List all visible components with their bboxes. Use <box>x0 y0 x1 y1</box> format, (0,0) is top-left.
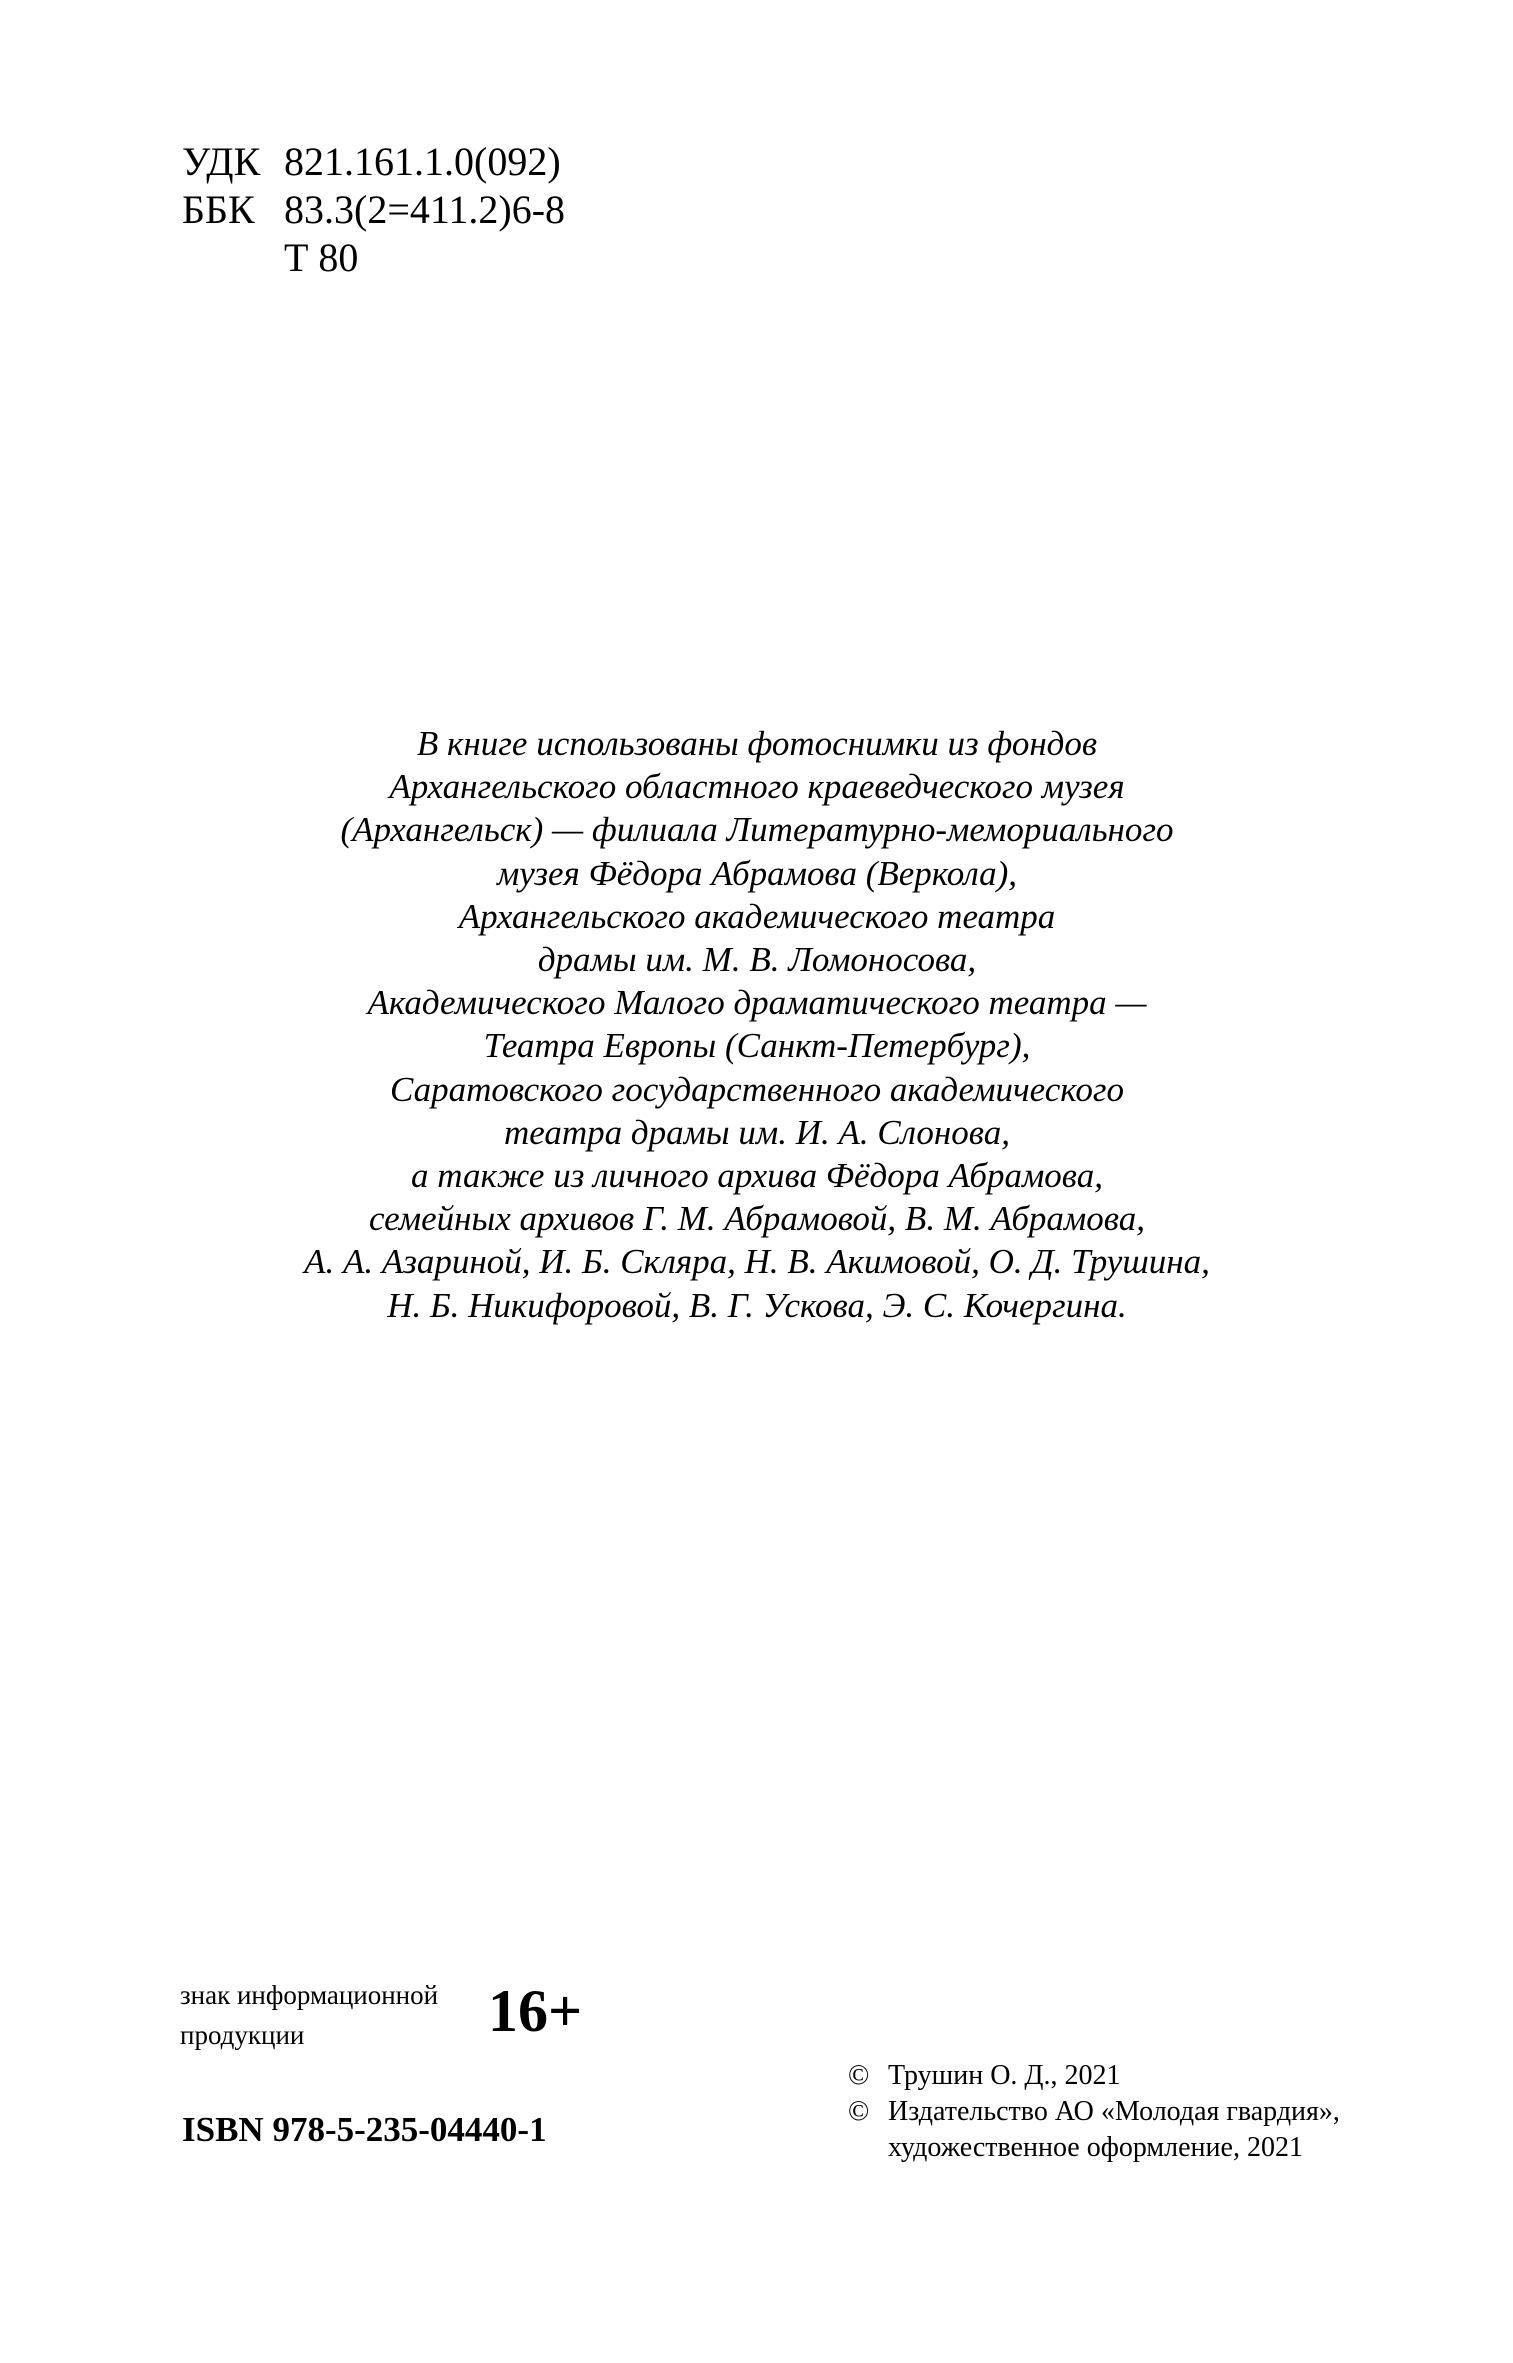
credits-line: Архангельского областного краеведческого музея <box>389 767 1125 807</box>
age-mark-label-line2: продукции <box>180 2020 305 2050</box>
credits-line: театра драмы им. И. А. Слонова, <box>504 1112 1010 1152</box>
credits-line: Академического Малого драматического театра — <box>367 983 1147 1023</box>
credits-line: Н. Б. Никифоровой, В. Г. Ускова, Э. С. Кочергина. <box>387 1285 1127 1325</box>
bbk-value: 83.3(2=411.2)6-8 <box>284 187 566 232</box>
classification-block <box>182 138 565 282</box>
credits-line: а также из личного архива Фёдора Абрамова, <box>410 1156 1103 1196</box>
author-mark-row <box>182 234 565 282</box>
bbk-row <box>182 186 565 234</box>
udk-value: 821.161.1.0(092) <box>284 139 561 184</box>
age-mark-label-line1: знак информационной <box>180 1980 439 2010</box>
credits-line: А. А. Азариной, И. Б. Скляра, Н. В. Акимовой, О. Д. Трушина, <box>304 1242 1210 1282</box>
isbn: ISBN 978-5-235-04440-1 <box>182 2110 547 2149</box>
photo-credits <box>182 722 1332 1327</box>
copyright-icon: © <box>848 2096 870 2127</box>
udk-row <box>182 138 565 186</box>
age-mark-label <box>180 1975 438 2055</box>
credits-line: музея Фёдора Абрамова (Веркола), <box>496 853 1018 893</box>
credits-line: драмы им. М. В. Ломоносова, <box>537 940 977 980</box>
bbk-label: ББК <box>182 187 255 232</box>
credits-line: (Архангельск) — филиала Литературно-мемориального <box>340 810 1174 850</box>
copyright-entry <box>848 2094 1340 2166</box>
udk-label: УДК <box>182 139 261 184</box>
credits-line: Театра Европы (Санкт-Петербург), <box>483 1026 1031 1066</box>
age-rating: 16+ <box>488 1978 583 2044</box>
copyright-block <box>848 2058 1340 2166</box>
copyright-icon: © <box>848 2060 870 2091</box>
copyright-text: Издательство АО «Молодая гвардия», <box>888 2096 1340 2127</box>
credits-line: Архангельского академического театра <box>458 896 1056 936</box>
credits-line: В книге использованы фотоснимки из фондов <box>416 724 1098 763</box>
copyright-text: Трушин О. Д., 2021 <box>888 2060 1121 2091</box>
credits-line: Саратовского государственного академического <box>390 1069 1124 1109</box>
author-mark: Т 80 <box>284 235 359 280</box>
copyright-text: художественное оформление, 2021 <box>888 2132 1303 2163</box>
copyright-entry <box>848 2058 1340 2094</box>
credits-line: семейных архивов Г. М. Абрамовой, В. М. Абрамова, <box>369 1199 1145 1239</box>
